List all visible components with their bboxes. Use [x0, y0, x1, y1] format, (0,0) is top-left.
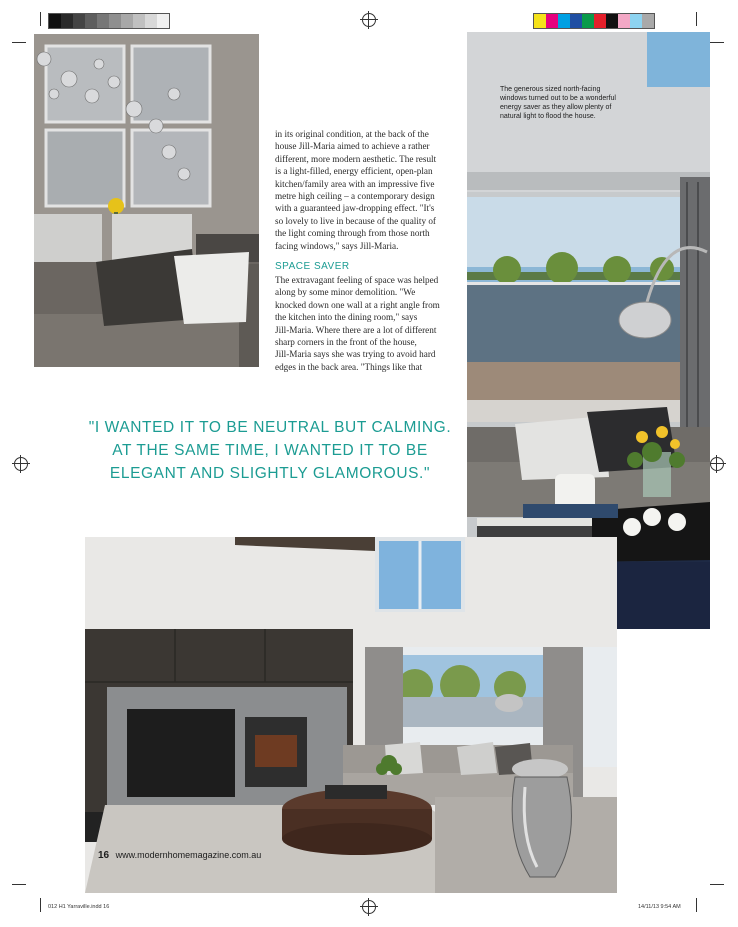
body-text-line: house Jill-Maria aimed to achieve a rather	[275, 141, 430, 152]
crop-mark	[40, 898, 41, 912]
pull-quote-line: AT THE SAME TIME, I WANTED IT TO BE	[112, 442, 428, 459]
color-swatch	[630, 14, 642, 28]
page-folio	[98, 850, 261, 861]
grayscale-swatch	[49, 14, 61, 28]
color-swatch	[534, 14, 546, 28]
body-text-line: edges in the back area. "Things like that	[275, 361, 423, 372]
body-text-line: so lovely to live in because of the quality of	[275, 215, 436, 226]
body-text-line: metre high ceiling – a contemporary design	[275, 191, 435, 202]
body-text-line: kitchen/family area with an impressive five	[275, 178, 435, 189]
grayscale-swatch	[157, 14, 169, 28]
color-swatch	[546, 14, 558, 28]
body-text-line: knocked down one wall at a right angle from	[275, 299, 440, 310]
color-swatch	[594, 14, 606, 28]
caption-line: windows turned out to be a wonderful	[500, 95, 616, 102]
body-text-line: with a guaranteed jaw-dropping effect. "It's	[275, 203, 435, 214]
grayscale-swatch	[61, 14, 73, 28]
slug-file-info: 012 H1 Yarraville.indd 16	[48, 904, 110, 910]
pull-quote-line: "I WANTED IT TO BE NEUTRAL BUT CALMING.	[88, 419, 452, 436]
photo-caption	[500, 85, 640, 121]
body-text-line: The extravagant feeling of space was helped	[275, 275, 439, 285]
body-text-line: the light coming through from those north	[275, 228, 430, 239]
registration-mark-left	[14, 457, 28, 471]
article-body-column-2	[275, 274, 475, 373]
article-body-column	[275, 128, 475, 252]
body-text-line: different, more modern aesthetic. The result	[275, 153, 437, 164]
caption-line: energy saver as they allow plenty of	[500, 104, 612, 111]
photo-living-fireplace	[85, 537, 617, 893]
grayscale-swatch	[97, 14, 109, 28]
crop-mark	[696, 898, 697, 912]
body-text-line: the kitchen into the dining room," says	[275, 312, 418, 323]
color-swatch	[558, 14, 570, 28]
pull-quote	[70, 416, 470, 485]
color-swatch	[618, 14, 630, 28]
grayscale-swatch	[133, 14, 145, 28]
body-text-line: Jill-Maria says she was trying to avoid hard	[275, 349, 436, 360]
grayscale-swatch	[109, 14, 121, 28]
body-text-line: Jill-Maria. Where there are a lot of different	[275, 324, 437, 335]
crop-mark	[710, 884, 724, 885]
crop-mark	[12, 884, 26, 885]
pull-quote-line: ELEGANT AND SLIGHTLY GLAMOROUS."	[109, 465, 431, 482]
grayscale-swatch	[73, 14, 85, 28]
grayscale-swatch	[85, 14, 97, 28]
caption-line: The generous sized north-facing	[500, 86, 601, 93]
registration-mark-right	[710, 457, 724, 471]
body-text-line: sharp corners in the front of the house,	[275, 337, 417, 348]
living-fireplace-illustration	[85, 537, 617, 893]
body-text-line: is a light-filled, energy efficient, open-plan	[275, 166, 433, 177]
color-swatch	[570, 14, 582, 28]
crop-mark	[12, 42, 26, 43]
color-swatch	[642, 14, 654, 28]
photo-lounge-mirrors	[34, 34, 259, 367]
registration-mark-top	[362, 13, 376, 27]
lounge-mirrors-illustration	[34, 34, 259, 367]
grayscale-swatch	[145, 14, 157, 28]
page-number: 16	[98, 850, 110, 861]
crop-mark	[40, 12, 41, 26]
body-text-line: in its original condition, at the back of the	[275, 129, 429, 139]
crop-mark	[710, 42, 724, 43]
color-swatch	[606, 14, 618, 28]
crop-mark	[696, 12, 697, 26]
registration-mark-bottom	[362, 900, 376, 914]
body-text-line: facing windows," says Jill-Maria.	[275, 240, 399, 251]
grayscale-color-bar	[48, 13, 170, 29]
color-swatch	[582, 14, 594, 28]
grayscale-swatch	[121, 14, 133, 28]
slug-timestamp: 14/11/13 9:54 AM	[638, 904, 681, 910]
section-subheading: SPACE SAVER	[275, 261, 350, 272]
process-color-bar	[533, 13, 655, 29]
body-text-line: along by some minor demolition. "We	[275, 287, 416, 298]
magazine-website: www.modernhomemagazine.com.au	[115, 850, 262, 860]
caption-line: natural light to flood the house.	[500, 113, 596, 120]
